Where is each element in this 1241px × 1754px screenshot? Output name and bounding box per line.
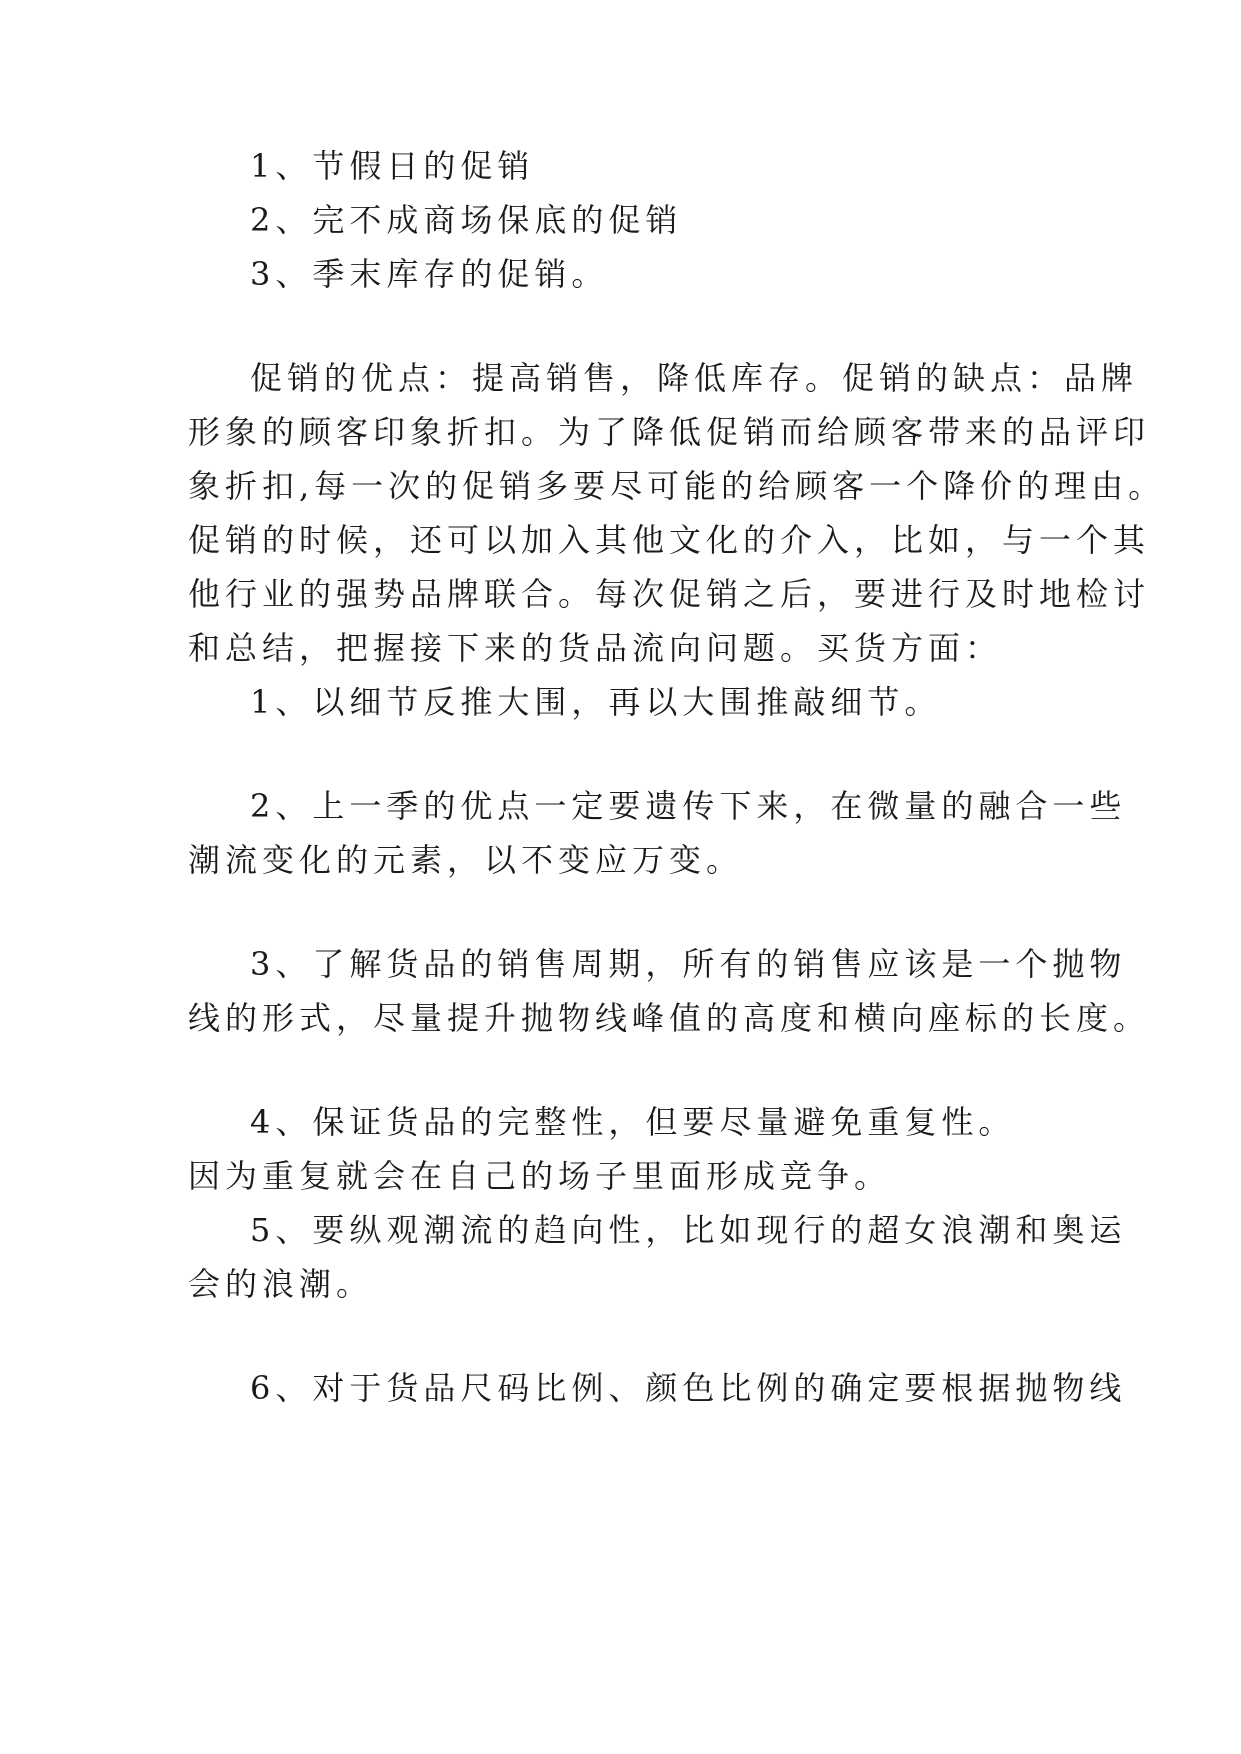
list-item: 3、季末库存的促销。 bbox=[250, 255, 609, 293]
list-item: 2、完不成商场保底的促销 bbox=[250, 201, 683, 239]
paragraph-line: 形象的顾客印象折扣。为了降低促销而给顾客带来的品评印 bbox=[188, 413, 1151, 451]
list-item-continuation: 线的形式，尽量提升抛物线峰值的高度和横向座标的长度。 bbox=[188, 999, 1151, 1037]
paragraph-line: 和总结，把握接下来的货品流向问题。买货方面： bbox=[188, 629, 1003, 667]
paragraph-line: 他行业的强势品牌联合。每次促销之后，要进行及时地检讨 bbox=[188, 575, 1151, 613]
list-item: 3、了解货品的销售周期，所有的销售应该是一个抛物 bbox=[250, 945, 1127, 983]
list-item: 5、要纵观潮流的趋向性，比如现行的超女浪潮和奥运 bbox=[250, 1211, 1127, 1249]
list-item-continuation: 会的浪潮。 bbox=[188, 1265, 374, 1303]
paragraph-line: 促销的优点：提高销售，降低库存。促销的缺点：品牌 bbox=[250, 359, 1139, 397]
list-item: 2、上一季的优点一定要遗传下来，在微量的融合一些 bbox=[250, 787, 1127, 825]
list-item: 1、节假日的促销 bbox=[250, 147, 535, 185]
paragraph-line: 象折扣,每一次的促销多要尽可能的给顾客一个降价的理由。 bbox=[188, 467, 1166, 505]
list-item: 4、保证货品的完整性，但要尽量避免重复性。 bbox=[250, 1103, 1016, 1141]
list-item: 1、以细节反推大围，再以大围推敲细节。 bbox=[250, 683, 942, 721]
list-item: 6、对于货品尺码比例、颜色比例的确定要根据抛物线 bbox=[250, 1369, 1127, 1407]
list-item-continuation: 潮流变化的元素，以不变应万变。 bbox=[188, 841, 744, 879]
paragraph-line: 促销的时候，还可以加入其他文化的介入，比如，与一个其 bbox=[188, 521, 1151, 559]
list-item-continuation: 因为重复就会在自己的场子里面形成竞争。 bbox=[188, 1157, 892, 1195]
